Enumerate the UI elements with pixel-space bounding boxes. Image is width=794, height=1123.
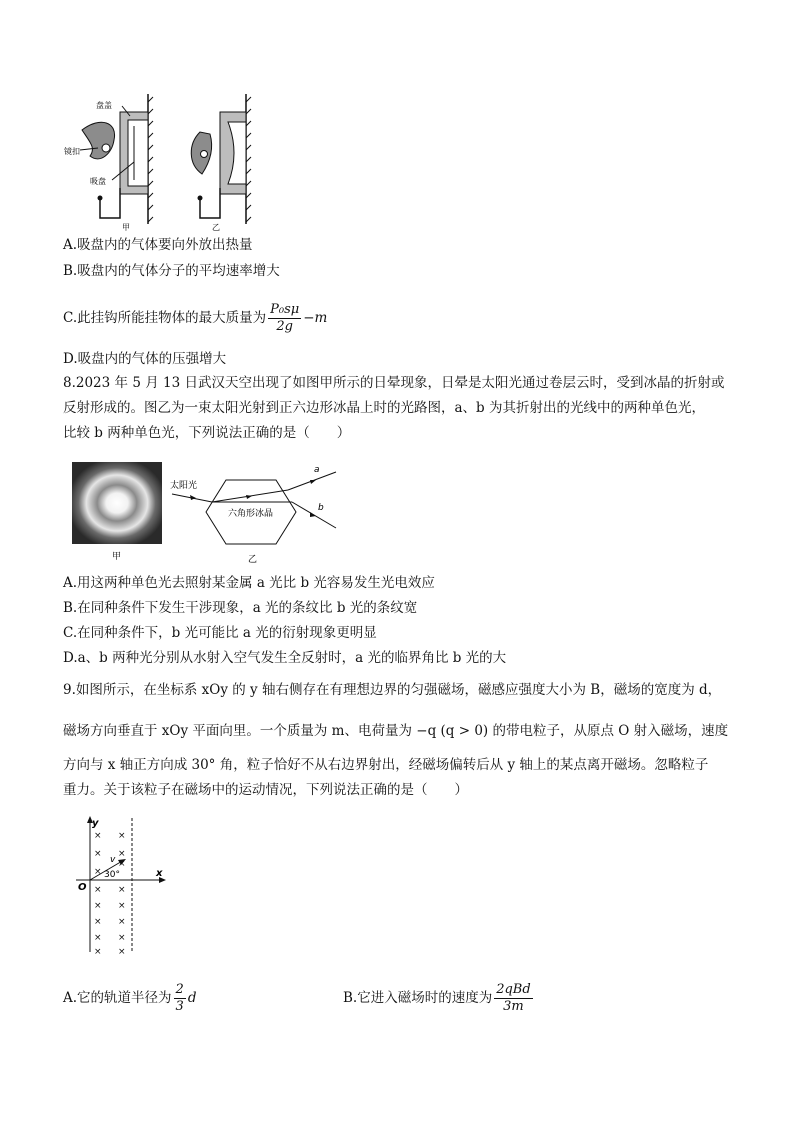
magnetic-field-diagram: [74, 814, 174, 956]
suction-hook-figure: [60, 92, 170, 232]
cross-12: ×: [118, 917, 126, 927]
q9-option-a-den: 3: [175, 999, 184, 1014]
cross-3: ×: [94, 849, 102, 859]
q9-option-b-den: 3m: [503, 999, 524, 1014]
fig9-x-label: x: [156, 868, 163, 879]
cross-13: ×: [94, 933, 102, 943]
fig9-angle-label: 30°: [104, 870, 120, 880]
label-pangai: 盘盖: [96, 101, 112, 110]
cross-4: ×: [118, 849, 126, 859]
cross-14: ×: [118, 933, 126, 943]
q8-option-c: C.在同种条件下，b 光可能比 a 光的衍射现象更明显: [63, 625, 377, 641]
q7-option-c-num: P₀sμ: [270, 302, 300, 317]
q7-option-c-den: 2g: [276, 319, 293, 334]
field-crosses: [94, 831, 126, 957]
cross-2: ×: [118, 831, 126, 841]
fig9-v-label: v: [110, 855, 116, 865]
cross-16: ×: [118, 947, 126, 957]
q9-option-b: [343, 982, 535, 1015]
fig8-sunlight-label: 太阳光: [170, 481, 198, 491]
fig8-a-label: a: [314, 465, 320, 475]
fig8-yi-label: 乙: [248, 555, 258, 565]
q7-option-a: A.吸盘内的气体要向外放出热量: [63, 237, 253, 253]
fig9-o-label: O: [78, 882, 87, 893]
q9-stem-line3: 方向与 x 轴正方向成 30° 角，粒子恰好不从右边界射出，经磁场偏转后从 y 轴上的某点离开磁场。忽略粒子: [63, 757, 709, 773]
suction-hook-figure-yi: [180, 92, 270, 232]
q8-stem-line2: 反射形成的。图乙为一束太阳光射到正六边形冰晶上时的光路图，a、b 为其折射出的光线中的两种单色光，: [63, 400, 705, 416]
q9-option-a-num: 2: [175, 982, 184, 997]
cross-8: ×: [118, 885, 126, 895]
label-yi: 乙: [212, 223, 220, 232]
q7-option-d: D.吸盘内的气体的压强增大: [63, 351, 227, 367]
q9-stem-line1: 9.如图所示，在坐标系 xOy 的 y 轴右侧存在有理想边界的匀强磁场，磁感应强度大小为 B，磁场的宽度为 d，: [63, 682, 722, 698]
cross-5: ×: [94, 867, 102, 877]
q7-option-c-fraction: [268, 302, 301, 335]
q9-option-a-suffix: d: [187, 990, 197, 1006]
q9-option-a-fraction: [174, 982, 186, 1015]
q9-option-b-fraction: [494, 982, 532, 1015]
label-jingkou: 镜扣: [64, 147, 80, 156]
q8-option-a: A.用这两种单色光去照射某金属 a 光比 b 光容易发生光电效应: [63, 575, 435, 591]
cross-15: ×: [94, 947, 102, 957]
fig8-b-label: b: [318, 503, 324, 513]
q8-stem-line1: 8.2023 年 5 月 13 日武汉天空出现了如图甲所示的日晕现象，日晕是太阳光通过卷层云时，受到冰晶的折射或: [63, 375, 725, 391]
ice-crystal-diagram: [168, 458, 348, 566]
halo-photo-caption: [110, 548, 130, 562]
fig8-jia-label: 甲: [112, 552, 122, 562]
q9-option-b-prefix: B.它进入磁场时的速度为: [343, 990, 493, 1006]
cross-6: ×: [118, 859, 126, 869]
q9-option-a: [63, 982, 196, 1015]
label-xipan: 吸盘: [90, 177, 106, 186]
cross-10: ×: [118, 901, 126, 911]
cross-1: ×: [94, 831, 102, 841]
cross-9: ×: [94, 901, 102, 911]
q7-option-b: B.吸盘内的气体分子的平均速率增大: [63, 263, 280, 279]
label-jia: 甲: [122, 223, 130, 232]
cross-7: ×: [94, 885, 102, 895]
q8-option-b: B.在同种条件下发生干涉现象，a 光的条纹比 b 光的条纹宽: [63, 600, 418, 616]
q8-stem-line3: 比较 b 两种单色光，下列说法正确的是（ ）: [63, 425, 351, 441]
halo-photo: [72, 462, 162, 544]
fig9-y-label: y: [92, 818, 99, 829]
cross-11: ×: [94, 917, 102, 927]
q7-option-c: [63, 302, 327, 335]
q9-option-a-prefix: A.它的轨道半径为: [63, 990, 172, 1006]
q9-stem-line4: 重力。关于该粒子在磁场中的运动情况，下列说法正确的是（ ）: [63, 782, 468, 798]
q9-option-b-num: 2qBd: [496, 982, 531, 997]
q9-stem-line2: 磁场方向垂直于 xOy 平面向里。一个质量为 m、电荷量为 −q (q > 0) 的带电粒子，从原点 O 射入磁场，速度: [63, 723, 729, 739]
q7-option-c-suffix: −m: [303, 310, 328, 326]
q8-option-d: D.a、b 两种光分别从水射入空气发生全反射时，a 光的临界角比 b 光的大: [63, 650, 507, 666]
q7-option-c-prefix: C.此挂钩所能挂物体的最大质量为: [63, 310, 267, 326]
fig8-crystal-label: 六角形冰晶: [228, 509, 274, 519]
